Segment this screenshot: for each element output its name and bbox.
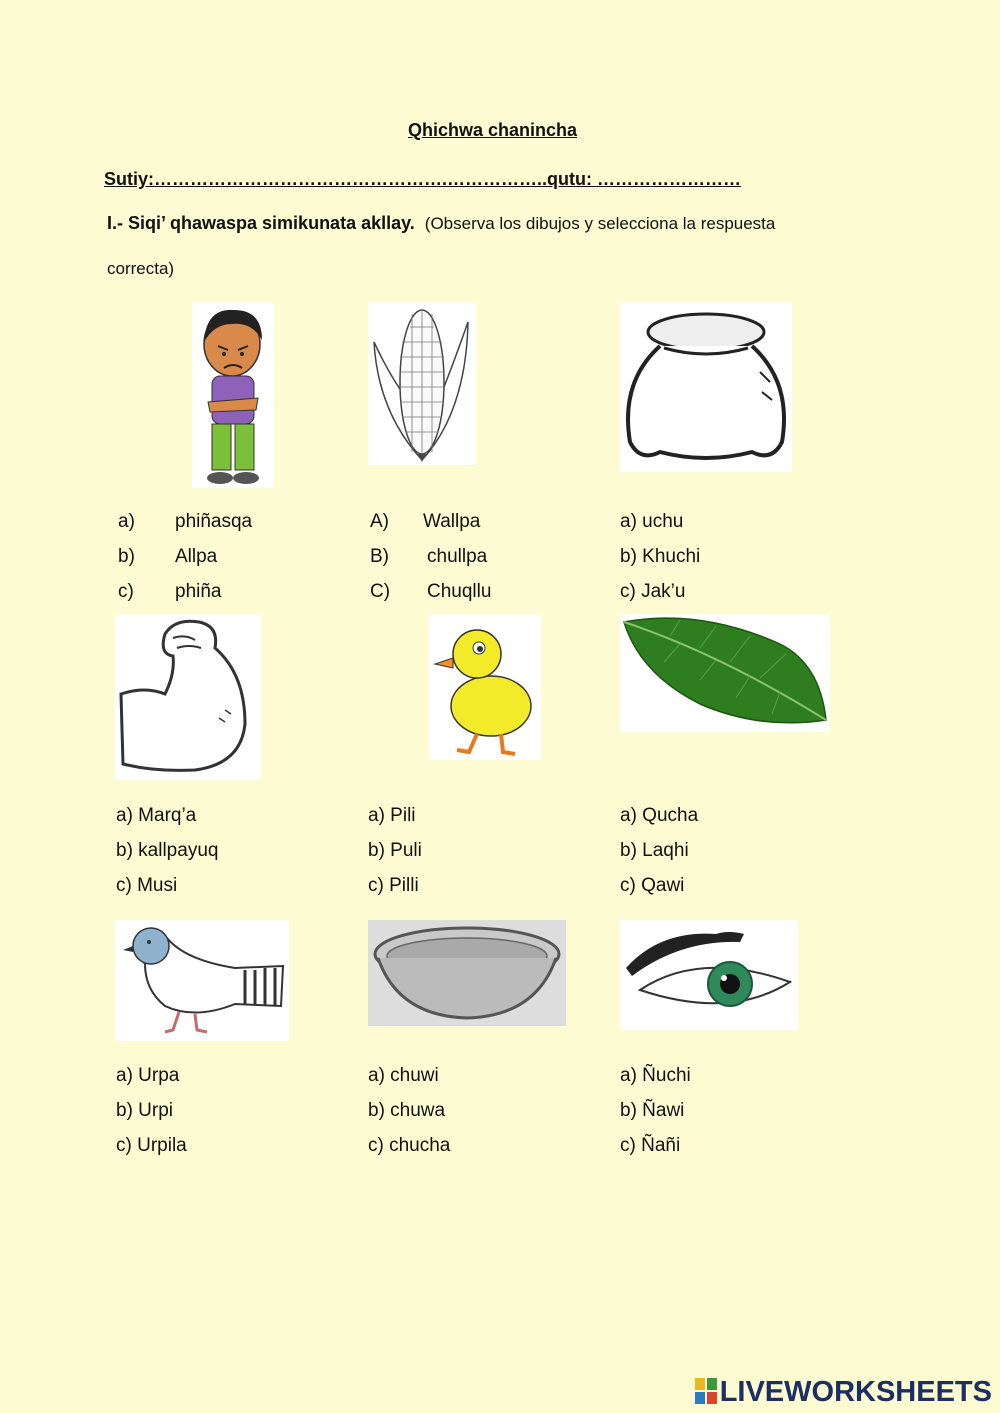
option-letter: A) [370,511,389,532]
option-letter: a) [118,511,135,532]
option-5a[interactable]: a) Pili [368,805,416,826]
angry-boy-image [192,302,274,488]
question-2-options [370,512,491,602]
pigeon-image [115,920,289,1041]
question-5-options [368,806,422,896]
worksheet-title: Qhichwa chanincha [407,120,578,140]
option-1b[interactable] [118,547,252,567]
option-9a[interactable]: a) Ñuchi [620,1065,691,1086]
option-4a[interactable]: a) Marq’a [116,805,197,826]
option-8c[interactable]: c) chucha [368,1135,451,1156]
option-9b[interactable]: b) Ñawi [620,1100,685,1121]
option-2b[interactable] [370,547,491,567]
option-text: Wallpa [423,511,481,532]
option-text: phiñasqa [175,511,253,532]
eye-image [620,920,798,1030]
question-3-options [620,512,700,602]
option-text: Chuqllu [427,581,492,602]
option-1c[interactable] [118,582,252,602]
question-4-options [116,806,218,896]
liveworksheets-icon [695,1378,717,1404]
instruction-lead: I.- Siqi’ qhawaspa simikunata akllay. [107,213,415,233]
sack-image [620,302,792,472]
option-3b[interactable]: b) Khuchi [620,546,701,567]
instruction-spanish-cont: correcta) [107,259,175,278]
option-3a[interactable]: a) uchu [620,511,684,532]
option-2c[interactable] [370,582,491,602]
option-text: chullpa [427,546,488,567]
question-7-options [116,1066,187,1156]
option-5b[interactable]: b) Puli [368,840,422,861]
option-6a[interactable]: a) Qucha [620,805,699,826]
option-text: phiña [175,581,222,602]
option-3c[interactable]: c) Jak’u [620,581,686,602]
option-9c[interactable]: c) Ñañi [620,1135,681,1156]
liveworksheets-logo [695,1376,992,1409]
option-2a[interactable] [370,512,491,532]
option-text: Allpa [175,546,218,567]
question-1-options [118,512,252,602]
option-7c[interactable]: c) Urpila [116,1135,187,1156]
liveworksheets-text: LIVEWORKSHEETS [719,1376,992,1408]
option-letter: C) [370,581,391,602]
option-4b[interactable]: b) kallpayuq [116,840,219,861]
option-7a[interactable]: a) Urpa [116,1065,180,1086]
bowl-image [368,920,566,1026]
option-letter: c) [118,581,134,602]
option-6b[interactable]: b) Laqhi [620,840,689,861]
flexed-arm-image [115,614,261,780]
option-8a[interactable]: a) chuwi [368,1065,439,1086]
duckling-image [429,614,541,760]
question-9-options [620,1066,691,1156]
option-5c[interactable]: c) Pilli [368,875,419,896]
option-8b[interactable]: b) chuwa [368,1100,446,1121]
option-letter: B) [370,546,389,567]
question-8-options [368,1066,450,1156]
option-4c[interactable]: c) Musi [116,875,178,896]
option-6c[interactable]: c) Qawi [620,875,685,896]
option-letter: b) [118,546,135,567]
leaf-image [620,614,830,732]
instruction-spanish: (Observa los dibujos y selecciona la respuesta [424,214,776,233]
instruction [107,213,775,234]
corn-cob-image [368,302,476,465]
question-6-options [620,806,698,896]
option-7b[interactable]: b) Urpi [116,1100,174,1121]
name-group-line[interactable]: Sutiy:………………………………………….……………..qutu: …………………… [104,169,741,189]
option-1a[interactable] [118,512,252,532]
